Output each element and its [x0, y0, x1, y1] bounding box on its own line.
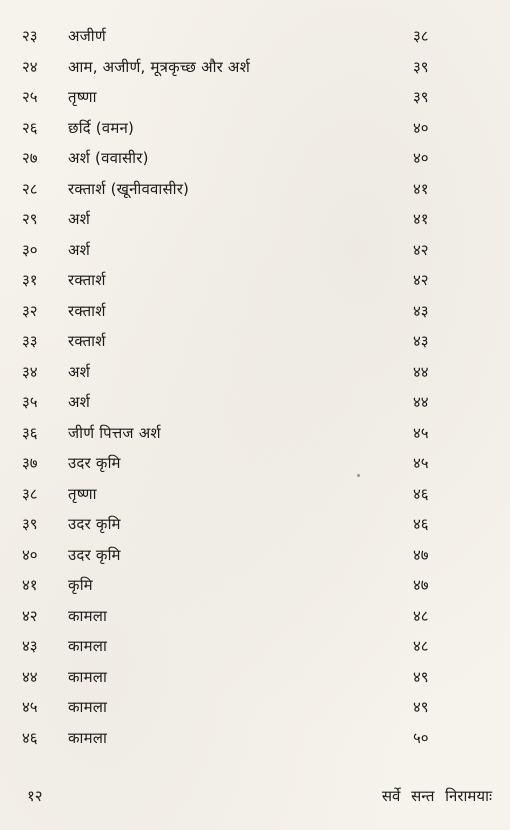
- entry-title: तृष्णा: [68, 88, 97, 106]
- toc-entry: [0, 82, 510, 113]
- toc-entry: [0, 692, 510, 723]
- entry-number: ४३: [22, 637, 38, 655]
- toc-entry: [0, 479, 510, 510]
- entry-title: अर्श: [68, 362, 91, 381]
- entry-number: २९: [22, 210, 38, 228]
- toc-entry: [0, 509, 510, 540]
- entry-title: कृमि: [68, 576, 93, 594]
- page-number: १२: [27, 787, 43, 805]
- entry-page-number: ४२: [413, 271, 429, 289]
- entry-number: ३४: [22, 362, 38, 381]
- entry-number: २७: [22, 149, 38, 167]
- entry-number: २४: [22, 57, 38, 76]
- entry-page-number: ४८: [413, 606, 429, 625]
- entry-title: आम, अजीर्ण, मूत्रकृच्छ और अर्श: [68, 57, 250, 76]
- toc-entry: [0, 448, 510, 479]
- entry-page-number: ४७: [413, 545, 429, 564]
- entry-number: ३०: [22, 240, 38, 259]
- toc-entry: [0, 174, 510, 205]
- entry-title: अर्श: [68, 393, 91, 411]
- toc-entry: [0, 540, 510, 571]
- entry-number: ४१: [22, 576, 38, 594]
- entry-title: उदर कृमि: [68, 515, 121, 533]
- entry-title: रक्तार्श: [68, 271, 106, 289]
- entry-number: ३८: [22, 484, 38, 503]
- entry-page-number: ३८: [413, 27, 429, 45]
- toc-entry: [0, 326, 510, 357]
- entry-number: ३९: [22, 515, 38, 533]
- entry-page-number: ४४: [413, 362, 429, 381]
- entry-title: अर्श (ववासीर): [68, 149, 149, 167]
- entry-title: कामला: [68, 667, 108, 686]
- entry-number: ४६: [22, 728, 38, 747]
- entry-title: रक्तार्श: [68, 332, 106, 350]
- entry-title: तृष्णा: [68, 484, 97, 503]
- toc-entry: [0, 113, 510, 144]
- entry-page-number: ४०: [413, 118, 429, 137]
- entry-title: उदर कृमि: [68, 454, 121, 472]
- toc-entry: [0, 418, 510, 449]
- entry-number: ३२: [22, 301, 38, 320]
- entry-title: छर्दि (वमन): [68, 118, 135, 137]
- entry-number: ३३: [22, 332, 38, 350]
- entry-title: उदर कृमि: [68, 545, 121, 564]
- entry-number: २३: [22, 27, 38, 45]
- entry-number: २५: [22, 88, 38, 106]
- entry-title: कामला: [68, 698, 108, 716]
- entry-number: २६: [22, 118, 38, 137]
- entry-title: रक्तार्श: [68, 301, 106, 320]
- entry-number: ३५: [22, 393, 38, 411]
- entry-number: ३६: [22, 423, 38, 442]
- entry-title: अर्श: [68, 210, 91, 228]
- toc-entry: [0, 570, 510, 601]
- entry-page-number: ४०: [413, 149, 429, 167]
- entry-page-number: ४७: [413, 576, 429, 594]
- entry-page-number: ४४: [413, 393, 429, 411]
- entry-title: अर्श: [68, 240, 91, 259]
- entry-title: कामला: [68, 637, 108, 655]
- entry-title: कामला: [68, 606, 108, 625]
- entry-page-number: ५०: [413, 728, 429, 747]
- entry-page-number: ४६: [413, 515, 429, 533]
- toc-entry: [0, 21, 510, 52]
- footer-motto: सर्वे सन्त निरामयाः: [381, 787, 492, 805]
- paper-speck: [357, 474, 360, 477]
- toc-entry: [0, 296, 510, 327]
- entry-page-number: ४८: [413, 637, 429, 655]
- entry-number: ४५: [22, 698, 38, 716]
- entry-page-number: ३९: [413, 57, 429, 76]
- entry-page-number: ४६: [413, 484, 429, 503]
- entry-page-number: ३९: [413, 88, 429, 106]
- toc-entry: [0, 204, 510, 235]
- entry-page-number: ४९: [413, 698, 429, 716]
- toc-entry: [0, 601, 510, 632]
- entry-page-number: ४३: [413, 301, 429, 320]
- table-of-contents: [0, 21, 510, 753]
- entry-page-number: ४२: [413, 240, 429, 259]
- entry-title: जीर्ण पित्तज अर्श: [68, 423, 161, 442]
- entry-number: ४०: [22, 545, 38, 564]
- entry-number: ३७: [22, 454, 38, 472]
- entry-number: ३१: [22, 271, 38, 289]
- entry-title: अजीर्ण: [68, 27, 106, 45]
- entry-title: कामला: [68, 728, 108, 747]
- entry-page-number: ४९: [413, 667, 429, 686]
- entry-number: ४४: [22, 667, 38, 686]
- toc-entry: [0, 52, 510, 83]
- toc-entry: [0, 143, 510, 174]
- entry-page-number: ४५: [413, 423, 429, 442]
- toc-entry: [0, 631, 510, 662]
- entry-title: रक्तार्श (खूनीववासीर): [68, 179, 190, 198]
- entry-number: २८: [22, 179, 38, 198]
- toc-entry: [0, 662, 510, 693]
- toc-entry: [0, 387, 510, 418]
- entry-page-number: ४५: [413, 454, 429, 472]
- toc-entry: [0, 265, 510, 296]
- toc-entry: [0, 723, 510, 754]
- entry-page-number: ४१: [413, 210, 429, 228]
- entry-number: ४२: [22, 606, 38, 625]
- entry-page-number: ४१: [413, 179, 429, 198]
- toc-entry: [0, 357, 510, 388]
- toc-entry: [0, 235, 510, 266]
- entry-page-number: ४३: [413, 332, 429, 350]
